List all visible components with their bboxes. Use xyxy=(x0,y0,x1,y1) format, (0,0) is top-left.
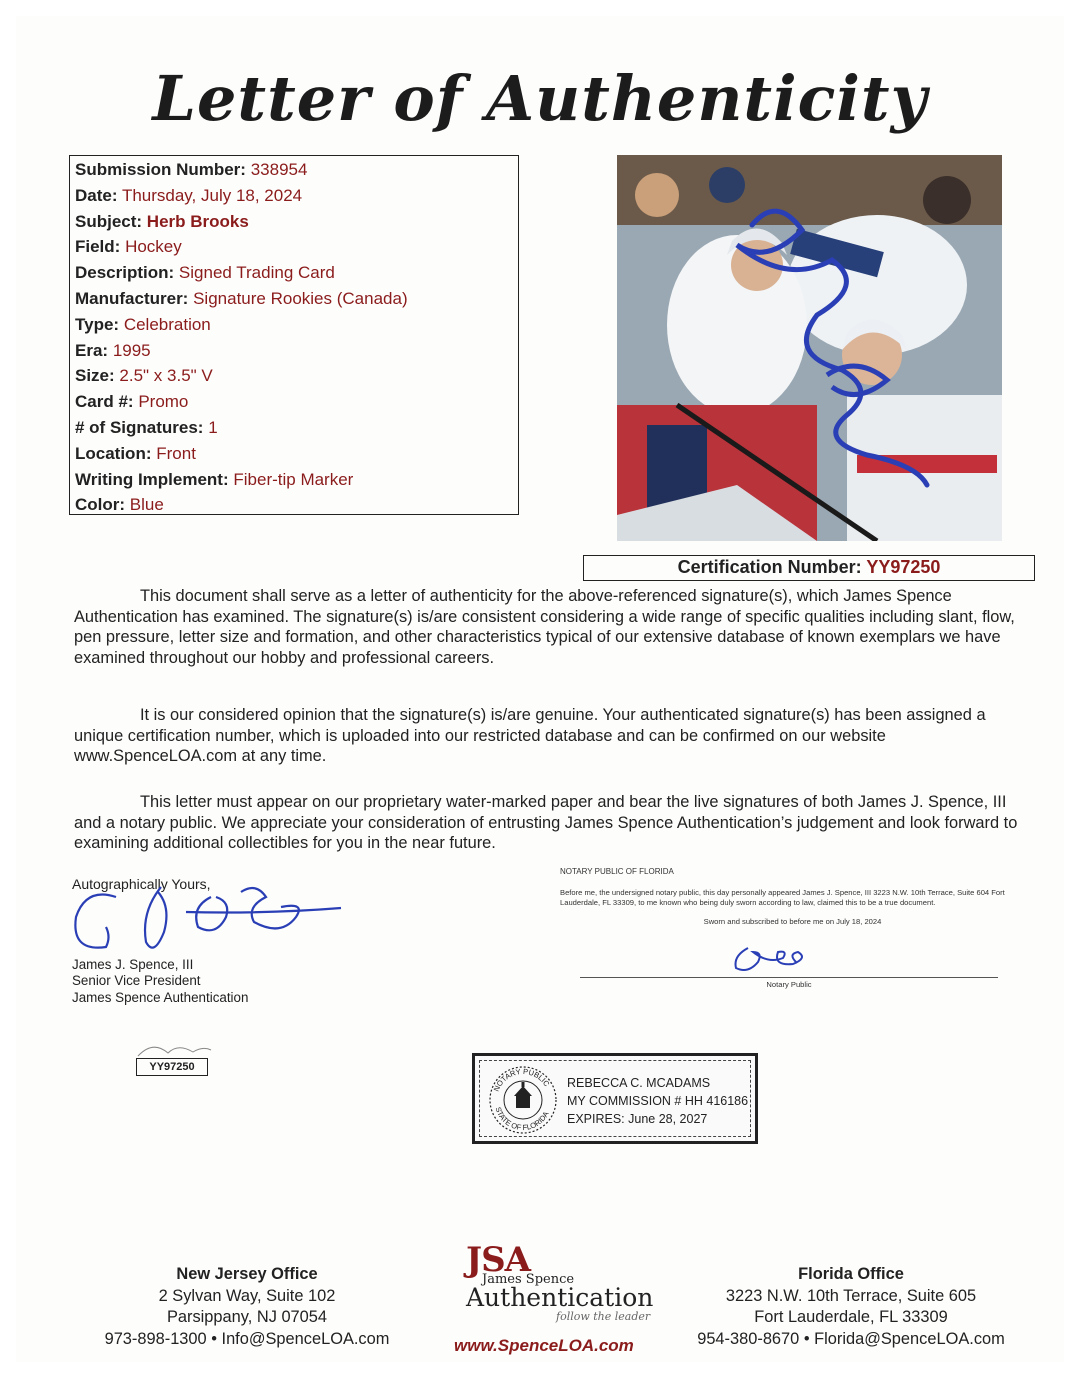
info-label: Date: xyxy=(75,185,118,205)
info-row xyxy=(75,209,518,235)
logo-james-spence: James Spence xyxy=(482,1272,575,1287)
paragraph-1-text: This document shall serve as a letter of authenticity for the above-referenced signature(s), which James Spence Authentication has examined. The signature(s) is/are consistent considering a wide range of specific qualities including slant, flow, pen pressure, letter size and formation, and other characteristics typical of our extensive database of known exemplars we have examined throughout our hobby and professional careers. xyxy=(74,587,1015,668)
info-label: Writing Implement: xyxy=(75,469,229,489)
info-value: 1 xyxy=(208,417,218,437)
nj-phone: 973-898-1300 xyxy=(104,1329,207,1348)
paragraph-1 xyxy=(74,586,1034,669)
notary-header: NOTARY PUBLIC OF FLORIDA xyxy=(560,867,674,876)
info-label: Description: xyxy=(75,263,175,283)
paragraph-2 xyxy=(74,705,1034,767)
info-label: Size: xyxy=(75,366,115,386)
signer-block xyxy=(72,957,248,1006)
jsa-logo xyxy=(438,1240,653,1360)
info-value: Signature Rookies (Canada) xyxy=(193,288,408,308)
fl-address-1: 3223 N.W. 10th Terrace, Suite 605 xyxy=(725,1286,977,1305)
info-value: Thursday, July 18, 2024 xyxy=(121,185,303,205)
info-row xyxy=(75,183,518,209)
new-jersey-office xyxy=(82,1264,412,1350)
certification-number: YY97250 xyxy=(866,557,941,577)
spence-signature xyxy=(66,872,346,957)
fl-address-2: Fort Lauderdale, FL 33309 xyxy=(754,1308,948,1326)
logo-authentication: Authentication xyxy=(466,1283,654,1312)
signed-card-photo xyxy=(617,155,1002,541)
info-value: Herb Brooks xyxy=(146,211,249,231)
info-value: Signed Trading Card xyxy=(178,263,335,283)
info-value: Blue xyxy=(129,495,164,515)
info-label: Type: xyxy=(75,314,120,334)
certification-sticker xyxy=(133,1038,213,1078)
florida-office xyxy=(686,1264,1016,1350)
info-value: Hockey xyxy=(125,237,182,257)
signer-company: James Spence Authentication xyxy=(72,989,249,1005)
info-row xyxy=(75,157,518,183)
signer-name: James J. Spence, III xyxy=(72,957,194,972)
seal-ring-top: NOTARY PUBLIC xyxy=(491,1066,552,1093)
info-row xyxy=(75,286,518,312)
certification-number-box xyxy=(583,555,1035,581)
nj-address-2: Parsippany, NJ 07054 xyxy=(166,1308,328,1326)
info-row xyxy=(75,234,518,260)
nj-contact: 973-898-1300 • Info@SpenceLOA.com xyxy=(104,1329,390,1348)
info-row xyxy=(75,338,518,364)
logo-jsa: JSA xyxy=(466,1240,531,1280)
certification-label: Certification Number: xyxy=(677,557,862,577)
nj-office-title: New Jersey Office xyxy=(176,1265,318,1283)
info-label: Color: xyxy=(75,495,126,515)
info-value: 338954 xyxy=(250,160,308,179)
signer-position: Senior Vice President xyxy=(72,973,201,989)
info-label: # of Signatures: xyxy=(75,417,204,437)
info-label: Manufacturer: xyxy=(75,288,189,308)
paragraph-3-text: This letter must appear on our proprietary water-marked paper and bear the live signatures of both James J. Spence, III and a notary public. We appreciate your consideration of entrusting James Spence Authentication’s judgement and look forward to examining additional collectibles for you in the near future. xyxy=(74,793,1018,853)
seal-ring-bottom: STATE OF FLORIDA xyxy=(493,1105,551,1133)
notary-body: Before me, the undersigned notary public, this day personally appeared James J. Spence, III 3223 N.W. 10th Terrace, Suite 604 Fort Lauderdale, FL 33309, to me known who being duly sworn according to law, claimed this to be a true document. xyxy=(560,888,1005,907)
notary-block xyxy=(560,867,1025,927)
paragraph-3 xyxy=(74,792,1034,854)
paragraph-2-text: It is our considered opinion that the signature(s) is/are genuine. Your authenticated signature(s) has been assigned a unique certification number, which is uploaded into our restricted database and can be confirmed on our website www.SpenceLOA.com at any time. xyxy=(74,706,986,766)
info-value: 1995 xyxy=(112,340,151,360)
info-row xyxy=(75,389,518,415)
info-value: Front xyxy=(156,443,196,463)
notary-signature xyxy=(728,944,813,976)
info-row xyxy=(75,467,518,493)
info-row xyxy=(75,492,518,518)
info-row xyxy=(75,312,518,338)
info-row xyxy=(75,363,518,389)
notary-sworn: Sworn and subscribed to before me on July 18, 2024 xyxy=(703,917,882,927)
info-label: Submission Number: xyxy=(75,160,246,179)
info-label: Subject: xyxy=(75,211,143,231)
notary-seal xyxy=(472,1053,758,1144)
submission-info-box xyxy=(69,155,519,515)
info-row xyxy=(75,415,518,441)
info-row xyxy=(75,441,518,467)
info-row xyxy=(75,260,518,286)
florida-seal-icon xyxy=(487,1064,559,1136)
info-value: 2.5" x 3.5" V xyxy=(119,366,213,386)
fl-phone: 954-380-8670 xyxy=(697,1329,800,1348)
info-value: Promo xyxy=(138,392,189,412)
closing-text: Autographically Yours, xyxy=(72,876,211,892)
fl-office-title: Florida Office xyxy=(798,1265,904,1283)
notary-expires: EXPIRES: June 28, 2027 xyxy=(567,1112,708,1126)
info-value: Celebration xyxy=(123,314,211,334)
info-value: Fiber-tip Marker xyxy=(233,469,354,489)
nj-email[interactable]: Info@SpenceLOA.com xyxy=(221,1329,390,1348)
info-label: Field: xyxy=(75,237,121,257)
nj-address-1: 2 Sylvan Way, Suite 102 xyxy=(158,1286,336,1305)
seal-text xyxy=(567,1074,748,1128)
logo-tagline: follow the leader xyxy=(556,1310,651,1323)
fl-contact: 954-380-8670 • Florida@SpenceLOA.com xyxy=(697,1329,1005,1348)
info-label: Location: xyxy=(75,443,152,463)
document-title: Letter of Authenticity xyxy=(152,62,928,135)
notary-line-label: Notary Public xyxy=(766,980,812,989)
hockey-celebration-image xyxy=(617,155,1002,541)
info-label: Era: xyxy=(75,340,109,360)
info-label: Card #: xyxy=(75,392,134,412)
fl-email[interactable]: Florida@SpenceLOA.com xyxy=(814,1329,1005,1348)
logo-url[interactable]: www.SpenceLOA.com xyxy=(454,1336,634,1355)
notary-signature-line xyxy=(580,977,998,978)
notary-commission: MY COMMISSION # HH 416186 xyxy=(567,1094,749,1108)
sticker-code: YY97250 xyxy=(136,1058,208,1076)
notary-name: REBECCA C. MCADAMS xyxy=(567,1076,711,1090)
